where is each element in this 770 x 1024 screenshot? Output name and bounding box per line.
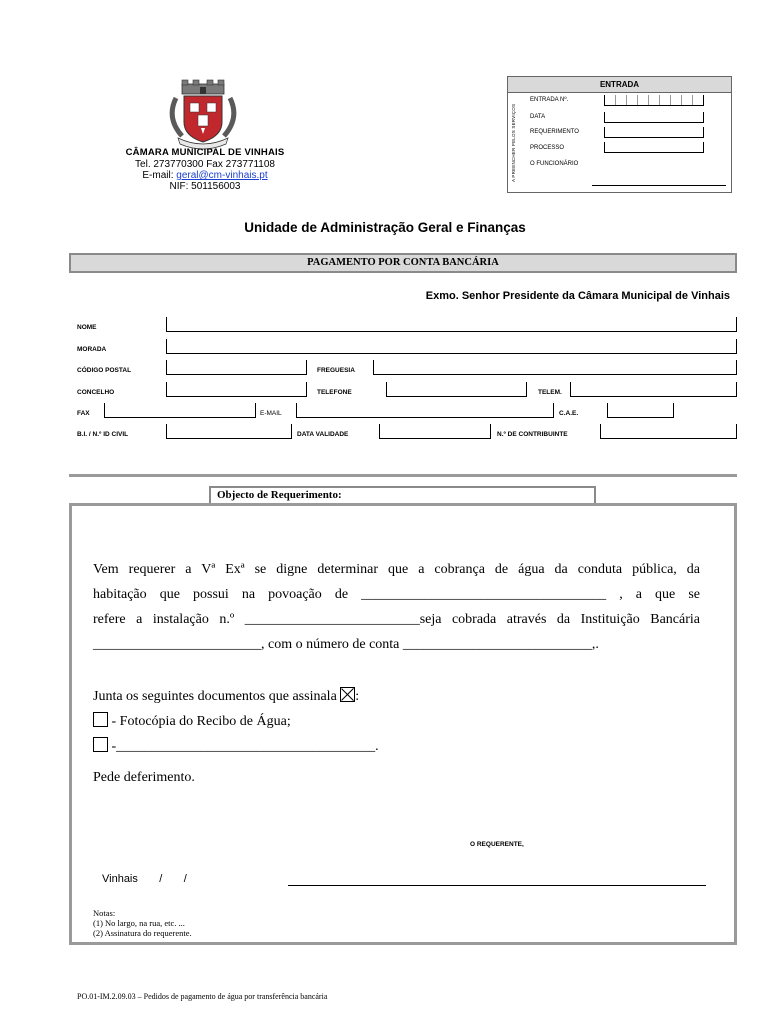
concelho-field[interactable]	[166, 382, 307, 397]
bi-label: B.I. / N.º ID CIVIL	[77, 431, 129, 438]
codigo-postal-field[interactable]	[166, 360, 307, 375]
attach-intro-text: Junta os seguintes documentos que assinala	[93, 689, 337, 704]
council-name: CÂMARA MUNICIPAL DE VINHAIS	[125, 147, 285, 158]
council-email-line	[60, 170, 350, 181]
marked-checkbox-example	[340, 687, 355, 702]
entrada-field-label: REQUERIMENTO	[530, 129, 579, 135]
request-line-1: Vem requerer a Vª Exª se digne determinar que a cobrança de água da conduta pública, da	[93, 562, 700, 577]
entrada-side-label: A PREENCHER PELOS SERVIÇOS	[511, 103, 516, 183]
entrada-date-field[interactable]	[604, 112, 704, 123]
nome-label: NOME	[77, 324, 97, 331]
note-1: (1) No largo, na rua, etc. ...	[93, 918, 185, 928]
morada-label: MORADA	[77, 346, 107, 353]
section-divider	[69, 474, 737, 477]
nome-field[interactable]	[166, 317, 737, 332]
concelho-label: CONCELHO	[77, 389, 115, 396]
other-document-checkbox[interactable]	[93, 737, 108, 752]
telefone-label: TELEFONE	[317, 389, 352, 396]
email-field-label: E-MAIL	[260, 410, 282, 417]
entrada-field-label: O FUNCIONÁRIO	[530, 161, 579, 167]
document-footer: PO.01-IM.2.09.03 – Pedidos de pagamento de água por transferência bancária	[77, 992, 328, 1001]
place-date: Vinhais / /	[102, 873, 187, 885]
council-email-link[interactable]: geral@cm-vinhais.pt	[176, 170, 268, 181]
unit-title: Unidade de Administração Geral e Finanças	[244, 220, 526, 235]
request-line-3: refere a instalação n.º _________________________seja cobrada através da Instituição Bancária	[93, 612, 700, 627]
entrada-title: ENTRADA	[508, 77, 731, 93]
entrada-field-label: ENTRADA Nº.	[530, 97, 569, 103]
council-crest-logo	[160, 78, 246, 150]
attach-item-2	[93, 737, 379, 755]
request-line-2: habitação que possui na povoação de ___________________________________ , a que se	[93, 587, 700, 602]
addressee: Exmo. Senhor Presidente da Câmara Municipal de Vinhais	[425, 290, 730, 302]
notes-title: Notas:	[93, 908, 116, 918]
telem-field[interactable]	[570, 382, 737, 397]
contribuinte-field[interactable]	[600, 424, 737, 439]
email-field[interactable]	[296, 403, 554, 418]
funcionario-signature-line[interactable]	[592, 185, 726, 186]
council-phone-fax: Tel. 273770300 Fax 273771108	[135, 159, 275, 170]
fax-field[interactable]	[104, 403, 256, 418]
attach-item-2-label: -_____________________________________.	[108, 739, 379, 754]
cae-label: C.A.E.	[559, 410, 579, 417]
recibo-agua-checkbox[interactable]	[93, 712, 108, 727]
attach-item-1	[93, 712, 291, 730]
codigo-postal-label: CÓDIGO POSTAL	[77, 367, 132, 374]
entrada-field-label: DATA	[530, 114, 546, 120]
cae-field[interactable]	[607, 403, 674, 418]
request-line-4: ________________________, com o número de conta ___________________________,.	[93, 637, 599, 652]
morada-field[interactable]	[166, 339, 737, 354]
requerente-signature-line[interactable]	[288, 885, 706, 886]
fax-label: FAX	[77, 410, 90, 417]
entrada-box	[507, 76, 732, 193]
attach-intro-colon: :	[355, 689, 360, 704]
contribuinte-label: N.º DE CONTRIBUINTE	[497, 431, 568, 438]
email-label: E-mail:	[142, 170, 177, 181]
form-banner: PAGAMENTO POR CONTA BANCÁRIA	[69, 253, 737, 273]
entrada-number-field[interactable]	[604, 95, 704, 106]
council-nif: NIF: 501156003	[169, 181, 241, 192]
data-validade-label: DATA VALIDADE	[297, 431, 349, 438]
attach-item-1-label: - Fotocópia do Recibo de Água;	[108, 714, 291, 729]
notes	[93, 908, 192, 938]
entrada-processo-field[interactable]	[604, 142, 704, 153]
closing-text: Pede deferimento.	[93, 770, 195, 785]
entrada-requerimento-field[interactable]	[604, 127, 704, 138]
requerente-label: O REQUERENTE,	[470, 841, 524, 848]
telem-label: TELEM.	[538, 389, 562, 396]
telefone-field[interactable]	[386, 382, 527, 397]
data-validade-field[interactable]	[379, 424, 491, 439]
bi-field[interactable]	[166, 424, 292, 439]
freguesia-field[interactable]	[373, 360, 737, 375]
attach-intro	[93, 687, 359, 705]
entrada-field-label: PROCESSO	[530, 145, 565, 151]
note-2: (2) Assinatura do requerente.	[93, 928, 192, 938]
freguesia-label: FREGUESIA	[317, 367, 355, 374]
objecto-label: Objecto de Requerimento:	[209, 486, 596, 504]
